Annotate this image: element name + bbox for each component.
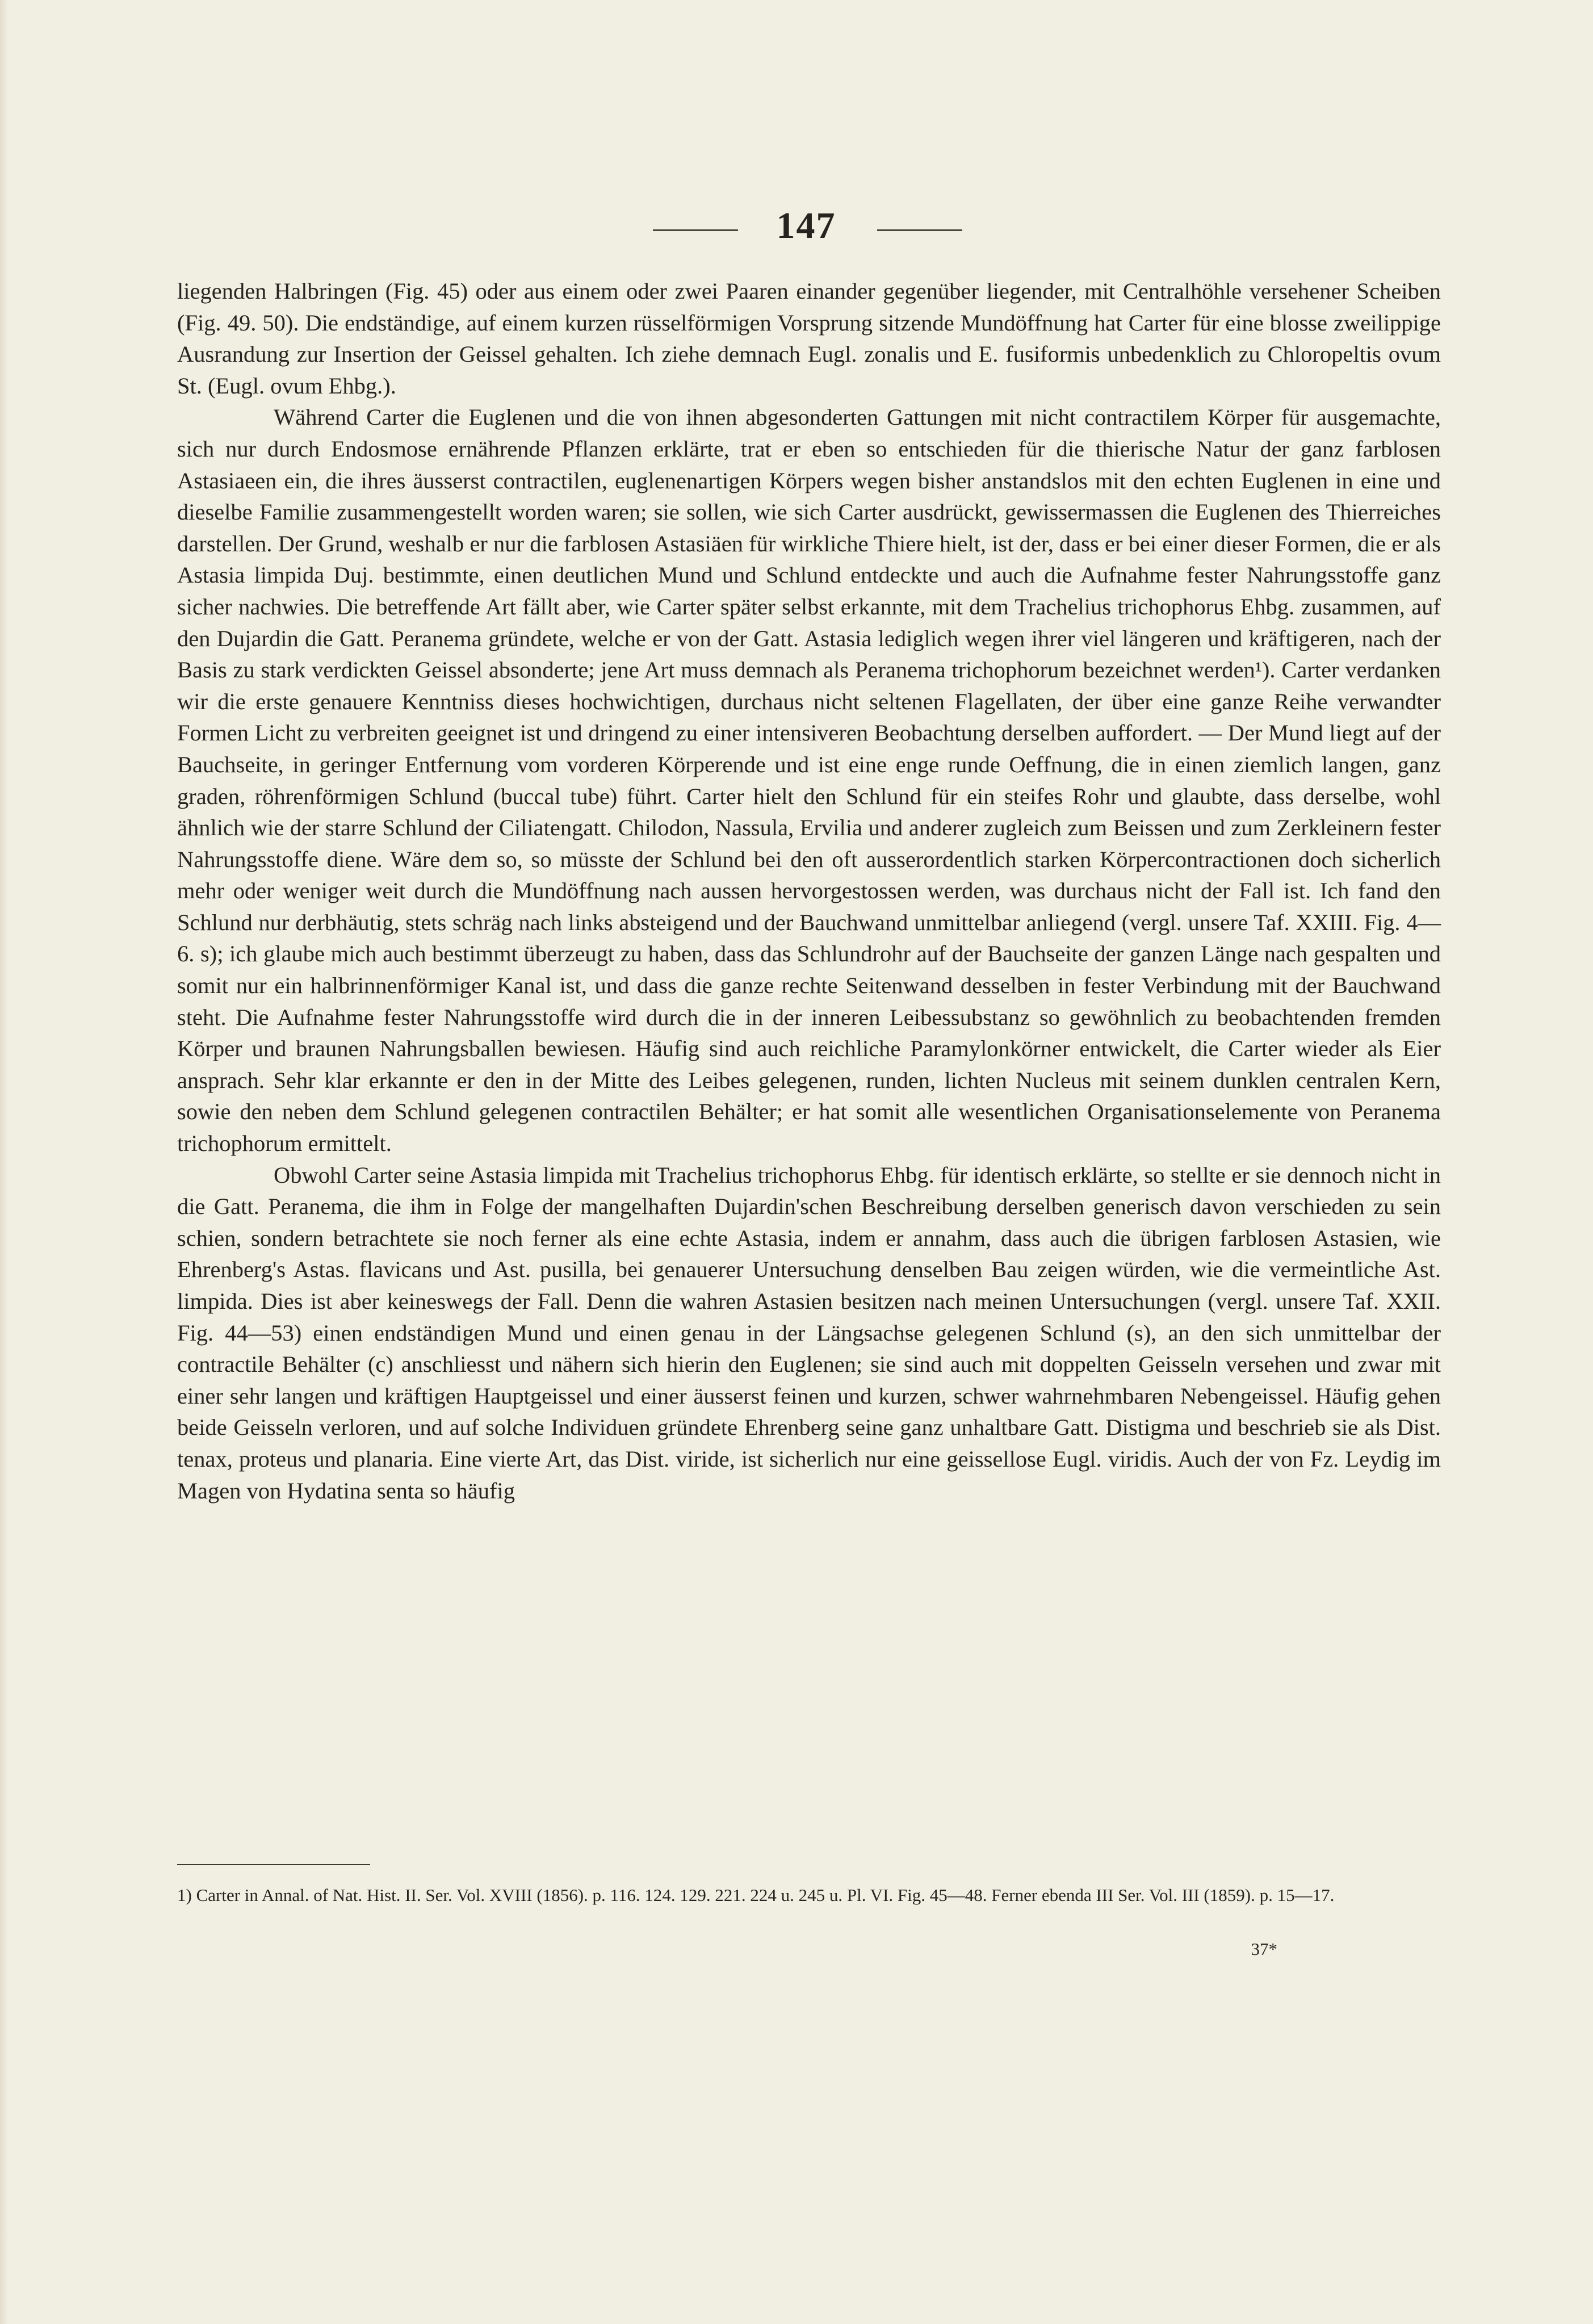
body-text [177,275,1441,1506]
footnote-divider [177,1864,370,1865]
footnote-1: 1) Carter in Annal. of Nat. Hist. II. Ser. Vol. XVIII (1856). p. 116. 124. 129. 221. 224 u. 245 u. Pl. VI. Fig. 45—48. Ferner ebenda III Ser. Vol. III (1859). p. 15—17. [177,1885,1335,1905]
header-rule-left [653,229,738,231]
page-number: 147 [776,205,836,246]
paragraph-3: Obwohl Carter seine Astasia limpida mit Trachelius trichophorus Ehbg. für identisch erklärte, so stellte er sie dennoch nicht in die Gatt. Peranema, die ihm in Folge der mangelhaften Dujardin'schen Beschreibung derselben generisch davon verschieden zu sein schien, sondern betrachtete sie noch ferner als eine echte Astasia, indem er annahm, dass auch die übrigen farblosen Astasien, wie Ehrenberg's Astas. flavicans und Ast. pusilla, bei genauerer Untersuchung denselben Bau zeigen würden, wie die vermeintliche Ast. limpida. Dies ist aber keineswegs der Fall. Denn die wahren Astasien besitzen nach meinen Untersuchungen (vergl. unsere Taf. XXII. Fig. 44—53) einen endständigen Mund und einen genau in der Längsachse gelegenen Schlund (s), an den sich unmittelbar der contractile Behälter (c) anschliesst und nähern sich hierin den Euglenen; sie sind auch mit doppelten Geisseln versehen und zwar mit einer sehr langen und kräftigen Hauptgeissel und einer äusserst feinen und kurzen, schwer wahrnehmbaren Nebengeissel. Häufig gehen beide Geisseln verloren, und auf solche Individuen gründete Ehrenberg seine ganz unhaltbare Gatt. Distigma und beschrieb sie als Dist. tenax, proteus und planaria. Eine vierte Art, das Dist. viride, ist sicherlich nur eine geissellose Eugl. viridis. Auch der von Fz. Leydig im Magen von Hydatina senta so häufig [177,1162,1441,1504]
page-header [0,204,1593,256]
header-rule-right [877,229,962,231]
signature-mark: 37* [1251,1939,1277,1959]
paragraph-2: Während Carter die Euglenen und die von ihnen abgesonderten Gattungen mit nicht contractilem Körper für ausgemachte, sich nur durch Endosmose ernährende Pflanzen erklärte, trat er eben so entschieden für die thierische Natur der ganz farblosen Astasiaeen ein, die ihres äusserst contractilen, euglenenartigen Körpers wegen bisher anstandslos mit den echten Euglenen in eine und dieselbe Familie zusammengestellt worden waren; sie sollen, wie sich Carter ausdrückt, gewissermassen die Euglenen des Thierreiches darstellen. Der Grund, weshalb er nur die farblosen Astasiäen für wirkliche Thiere hielt, ist der, dass er bei einer dieser Formen, die er als Astasia limpida Duj. bestimmte, einen deutlichen Mund und Schlund entdeckte und auch die Aufnahme fester Nahrungsstoffe ganz sicher nachwies. Die betreffende Art fällt aber, wie Carter später selbst erkannte, mit dem Trachelius trichophorus Ehbg. zusammen, auf den Dujardin die Gatt. Peranema gründete, welche er von der Gatt. Astasia lediglich wegen ihrer viel längeren und kräftigeren, nach der Basis zu stark verdickten Geissel absonderte; jene Art muss demnach als Peranema trichophorum bezeichnet werden¹). Carter verdanken wir die erste genauere Kenntniss dieses hochwichtigen, durchaus nicht seltenen Flagellaten, der über eine ganze Reihe verwandter Formen Licht zu verbreiten geeignet ist und dringend zu einer intensiveren Beobachtung derselben auffordert. — Der Mund liegt auf der Bauchseite, in geringer Entfernung vom vorderen Körperende und ist eine enge runde Oeffnung, die in einen ziemlich langen, ganz graden, röhrenförmigen Schlund (buccal tube) führt. Carter hielt den Schlund für ein steifes Rohr und glaubte, dass derselbe, wohl ähnlich wie der starre Schlund der Ciliatengatt. Chilodon, Nassula, Ervilia und anderer zugleich zum Beissen und zum Zerkleinern fester Nahrungsstoffe diene. Wäre dem so, so müsste der Schlund bei den oft ausserordentlich starken Körpercontractionen doch sicherlich mehr oder weniger weit durch die Mundöffnung nach aussen hervorgestossen werden, was durchaus nicht der Fall ist. Ich fand den Schlund nur derbhäutig, stets schräg nach links absteigend und der Bauchwand unmittelbar anliegend (vergl. unsere Taf. XXIII. Fig. 4—6. s); ich glaube mich auch bestimmt überzeugt zu haben, dass das Schlundrohr auf der Bauchseite der ganzen Länge nach gespalten und somit nur ein halbrinnenförmiger Kanal ist, und dass die ganze rechte Seitenwand desselben in fester Verbindung mit der Bauchwand steht. Die Aufnahme fester Nahrungsstoffe wird durch die in der inneren Leibessubstanz so gewöhnlich zu beobachtenden fremden Körper und braunen Nahrungsballen bewiesen. Häufig sind auch reichliche Paramylonkörner entwickelt, die Carter wieder als Eier ansprach. Sehr klar erkannte er den in der Mitte des Leibes gelegenen, runden, lichten Nucleus mit seinem dunklen centralen Kern, sowie den neben dem Schlund gelegenen contractilen Behälter; er hat somit alle wesentlichen Organisationselemente von Peranema trichophorum ermittelt. [177,404,1441,1157]
scan-edge [0,0,8,2324]
footnotes [177,1882,1441,1908]
paragraph-1: liegenden Halbringen (Fig. 45) oder aus einem oder zwei Paaren einander gegenüber liegender, mit Centralhöhle versehener Scheiben (Fig. 49. 50). Die endständige, auf einem kurzen rüsselförmigen Vorsprung sitzende Mundöffnung hat Carter für eine blosse zweilippige Ausrandung zur Insertion der Geissel gehalten. Ich ziehe demnach Eugl. zonalis und E. fusiformis unbedenklich zu Chloropeltis ovum St. (Eugl. ovum Ehbg.). [177,278,1441,399]
